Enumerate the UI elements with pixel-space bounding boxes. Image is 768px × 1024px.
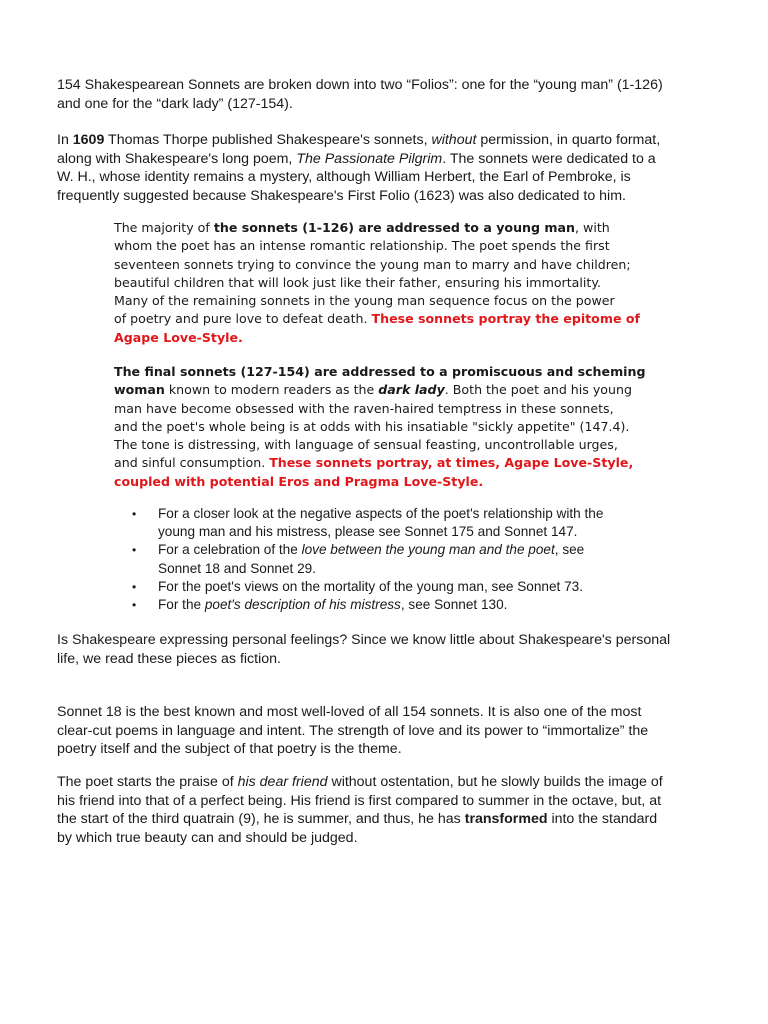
- bullet-icon: •: [132, 598, 137, 613]
- pub-mid2: permission, in quarto format, along with Shakespeare's long poem,: [57, 132, 661, 167]
- pub-mid1: Thomas Thorpe published Shakespeare's sonnets,: [104, 132, 432, 148]
- bullet-text: For a closer look at the negative aspects of the poet's relationship with the young man and his mistress, please see Sonnet 175 and Sonnet 147.: [158, 506, 604, 540]
- bullet-text-italic: love between the young man and the poet: [301, 542, 555, 558]
- pub-year: 1609: [72, 132, 105, 148]
- bullet-text-italic: poet's description of his mistress: [204, 597, 401, 613]
- list-item: [132, 505, 672, 541]
- dl-red-note: These sonnets portray, at times, Agape Love-Style, coupled with potential Eros and Pragma Love-Style.: [114, 455, 634, 489]
- sonnet18-paragraph: [57, 703, 737, 759]
- intro-paragraph: [57, 76, 737, 113]
- ym-pre: The majority of: [114, 220, 214, 235]
- bullet-text-post: , see Sonnet 18 and Sonnet 29.: [158, 542, 585, 576]
- personal-text: Is Shakespeare expressing personal feelings? Since we know little about Shakespeare's personal life, we read these pieces as fiction.: [57, 632, 671, 667]
- ym-red-note: These sonnets portray the epitome of Agape Love-Style.: [114, 311, 641, 345]
- pub-poem-title: The Passionate Pilgrim: [296, 150, 443, 167]
- bullet-icon: •: [132, 543, 137, 558]
- dl-mid1: known to modern readers as the: [164, 382, 379, 398]
- pub-rest: . The sonnets were dedicated to a W. H., whose identity remains a mystery, although William Herbert, the Earl of Pembroke, is frequently suggested because Shakespeare's First Folio (1623) was also dedicated to him.: [57, 150, 656, 204]
- praise-pre: The poet starts the praise of: [57, 774, 238, 790]
- dl-rest: . Both the poet and his young man have become obsessed with the raven-haired temptress in these sonnets, and the poet's whole being is at odds with his insatiable "sickly appetite" (147.4). The tone is distressing, with language of sensual feasting, uncontrollable urges, and sinful consumption.: [114, 382, 632, 471]
- praise-italic: his dear friend: [237, 774, 328, 790]
- publication-paragraph: [57, 131, 737, 205]
- praise-bold: transformed: [464, 811, 548, 827]
- praise-mid: without ostentation, but he slowly builds the image of his friend into that of a perfect being. His friend is first compared to summer in the octave, but, at the start of the third quatrain (9), he is summer, and thus, he has: [57, 774, 663, 827]
- intro-text: 154 Shakespearean Sonnets are broken down into two “Folios”: one for the “young man” (1-126) and one for the “dark lady” (127-154).: [57, 77, 663, 112]
- praise-paragraph: [57, 773, 737, 847]
- bullet-text-post: , see Sonnet 130.: [400, 597, 508, 613]
- ym-rest: , with whom the poet has an intense romantic relationship. The poet spends the first seventeen sonnets trying to convince the young man to marry and have children; beautiful children that will look just like their father, ensuring his immortality. Many of the remaining sonnets in the young man sequence focus on the power of poetry and pure love to defeat death.: [114, 220, 631, 327]
- list-item: [132, 596, 672, 614]
- dark-lady-paragraph: [114, 363, 674, 491]
- bullet-icon: •: [132, 507, 137, 521]
- pub-without: without: [431, 132, 477, 148]
- young-man-paragraph: [114, 219, 674, 347]
- sonnet-reference-list: [132, 505, 672, 614]
- dl-bold: The final sonnets (127-154) are addressed to a promiscuous and scheming woman: [114, 364, 646, 398]
- bullet-icon: •: [132, 579, 137, 594]
- sonnet18-text: Sonnet 18 is the best known and most well-loved of all 154 sonnets. It is also one of the most clear-cut poems in language and intent. The strength of love and its power to “immortalize” the poetry itself and the subject of that poetry is the theme.: [57, 704, 649, 757]
- bullet-text-pre: For a celebration of the: [158, 542, 302, 558]
- bullet-text: For the poet's views on the mortality of the young man, see Sonnet 73.: [158, 578, 583, 594]
- dl-dark-lady: dark lady: [378, 382, 445, 398]
- list-item: [132, 541, 672, 577]
- list-item: [132, 578, 672, 596]
- praise-rest: into the standard by which true beauty can and should be judged.: [57, 811, 658, 846]
- pub-pre: In: [57, 132, 73, 148]
- personal-feelings-paragraph: [57, 631, 737, 668]
- ym-bold: the sonnets (1-126) are addressed to a young man: [213, 220, 576, 235]
- bullet-text-pre: For the: [158, 597, 205, 613]
